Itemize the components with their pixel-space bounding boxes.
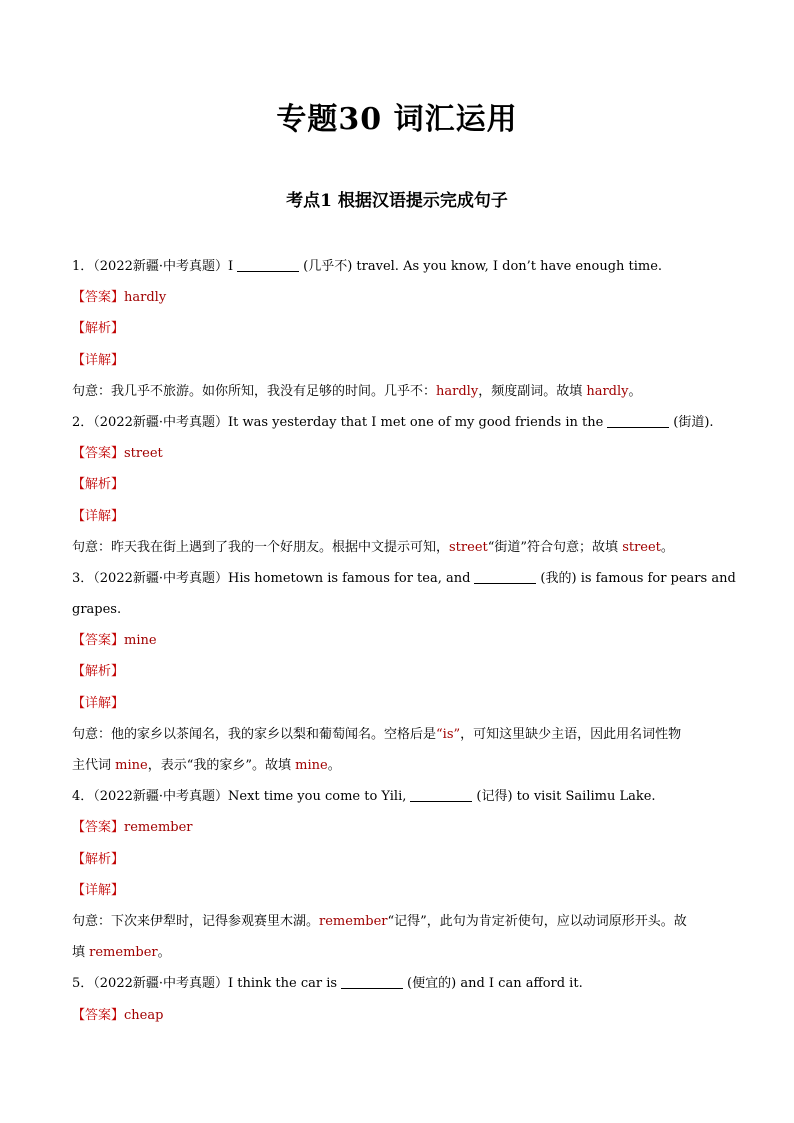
explanation-segment: ，频度副词。故填 xyxy=(478,383,587,399)
section-title: 考点1 根据汉语提示完成句子 xyxy=(286,191,508,211)
explanation-segment: “记得”，此句为肯定祈使句，应以动词原形开头。故 xyxy=(387,913,687,929)
explanation-segment: 句意：他的家乡以茶闻名，我的家乡以梨和葡萄闻名。空格后是 xyxy=(72,726,437,742)
explanation-line xyxy=(72,719,732,750)
answer-line xyxy=(72,625,732,656)
question-source: （2022新疆·中考真题） xyxy=(93,976,228,992)
detail-line xyxy=(72,875,732,906)
explanation-segment: hardly xyxy=(586,383,629,399)
explanation-segment: mine xyxy=(295,758,328,773)
answer-blank xyxy=(474,582,536,584)
explanation-segment: 。 xyxy=(660,539,674,555)
question-number: 4． xyxy=(72,789,94,805)
question-stem xyxy=(72,781,732,812)
question-number: 1． xyxy=(72,259,94,274)
question-number: 2． xyxy=(72,414,94,430)
answer-label: 【答案】 xyxy=(72,290,125,306)
answer-label: 【答案】 xyxy=(72,446,125,462)
question-source: （2022新疆·中考真题） xyxy=(93,414,228,430)
explanation-line xyxy=(72,750,732,781)
answer-text: cheap xyxy=(124,1007,164,1023)
question-text-before: Next time you come to Yili, xyxy=(228,789,407,805)
question-text-after: (几乎不) travel. As you know, I don’t have enough time. xyxy=(303,259,663,274)
explanation-segment: 。 xyxy=(628,383,642,399)
question-source: （2022新疆·中考真题） xyxy=(93,789,228,805)
detail-label: 【详解】 xyxy=(72,882,125,898)
question-source: （2022新疆·中考真题） xyxy=(93,259,228,274)
explanation-segment: street xyxy=(622,539,661,555)
question-text-after: (街道). xyxy=(673,414,714,430)
detail-line xyxy=(72,501,732,532)
answer-blank xyxy=(341,987,403,989)
question-text-before: His hometown is famous for tea, and xyxy=(228,570,471,586)
answer-label: 【答案】 xyxy=(72,633,125,649)
question-text-after: (记得) to visit Sailimu Lake. xyxy=(476,789,656,805)
detail-line xyxy=(72,345,732,376)
explanation-segment: 。 xyxy=(157,945,171,961)
detail-label: 【详解】 xyxy=(72,695,125,711)
answer-label: 【答案】 xyxy=(72,1007,125,1023)
analysis-line xyxy=(72,656,732,687)
explanation-line xyxy=(72,532,732,563)
explanation-segment: 句意：下次来伊犁时，记得参观赛里木湖。 xyxy=(72,913,320,929)
explanation-segment: 主代词 xyxy=(72,758,116,773)
question-text-after: (便宜的) and I can afford it. xyxy=(407,976,583,992)
explanation-segment: remember xyxy=(89,945,158,961)
question-text-after: (我的) is famous for pears and xyxy=(540,570,736,586)
answer-line xyxy=(72,438,732,469)
explanation-segment: 。 xyxy=(327,758,341,773)
explanation-line xyxy=(72,937,732,968)
analysis-label: 【解析】 xyxy=(72,321,125,337)
analysis-line xyxy=(72,844,732,875)
question-text-before: I think the car is xyxy=(228,976,338,992)
question-number: 5． xyxy=(72,976,94,992)
answer-label: 【答案】 xyxy=(72,820,125,836)
answer-text: remember xyxy=(124,820,193,836)
explanation-line xyxy=(72,906,732,937)
detail-line xyxy=(72,688,732,719)
explanation-segment: street xyxy=(449,539,488,555)
explanation-segment: ，表示“我的家乡”。故填 xyxy=(147,758,296,773)
explanation-segment: ，可知这里缺少主语，因此用名词性物 xyxy=(460,726,682,742)
answer-line xyxy=(72,1000,732,1031)
question-number: 3． xyxy=(72,570,94,586)
page-title: 专题30 词汇运用 xyxy=(276,102,518,137)
analysis-label: 【解析】 xyxy=(72,664,125,680)
explanation-segment: 句意：昨天我在街上遇到了我的一个好朋友。根据中文提示可知， xyxy=(72,539,450,555)
question-text-before: It was yesterday that I met one of my good friends in the xyxy=(228,414,604,430)
explanation-segment: remember xyxy=(319,913,388,929)
question-stem xyxy=(72,968,732,999)
analysis-line xyxy=(72,313,732,344)
answer-line xyxy=(72,812,732,843)
answer-line xyxy=(72,282,732,313)
detail-label: 【详解】 xyxy=(72,508,125,524)
question-text-continued: grapes. xyxy=(72,602,122,618)
analysis-label: 【解析】 xyxy=(72,851,125,867)
explanation-segment: hardly xyxy=(436,383,479,399)
explanation-segment: mine xyxy=(115,758,148,773)
answer-text: mine xyxy=(124,633,157,649)
answer-text: street xyxy=(124,446,163,462)
question-source: （2022新疆·中考真题） xyxy=(93,570,228,586)
analysis-line xyxy=(72,469,732,500)
explanation-segment: 句意：我几乎不旅游。如你所知，我没有足够的时间。几乎不： xyxy=(72,383,437,399)
answer-blank xyxy=(237,270,299,272)
explanation-segment: 填 xyxy=(72,945,90,961)
answer-blank xyxy=(410,800,472,802)
detail-label: 【详解】 xyxy=(72,352,125,368)
question-stem xyxy=(72,251,732,282)
question-text-before: I xyxy=(228,259,234,274)
analysis-label: 【解析】 xyxy=(72,477,125,493)
question-stem xyxy=(72,563,736,594)
question-stem-continued xyxy=(72,594,732,625)
explanation-segment: “街道”符合句意；故填 xyxy=(487,539,623,555)
answer-blank xyxy=(607,426,669,428)
question-stem xyxy=(72,407,732,438)
question-list xyxy=(72,251,736,1031)
explanation-segment: “is” xyxy=(436,726,461,742)
answer-text: hardly xyxy=(124,290,167,306)
explanation-line xyxy=(72,376,732,407)
